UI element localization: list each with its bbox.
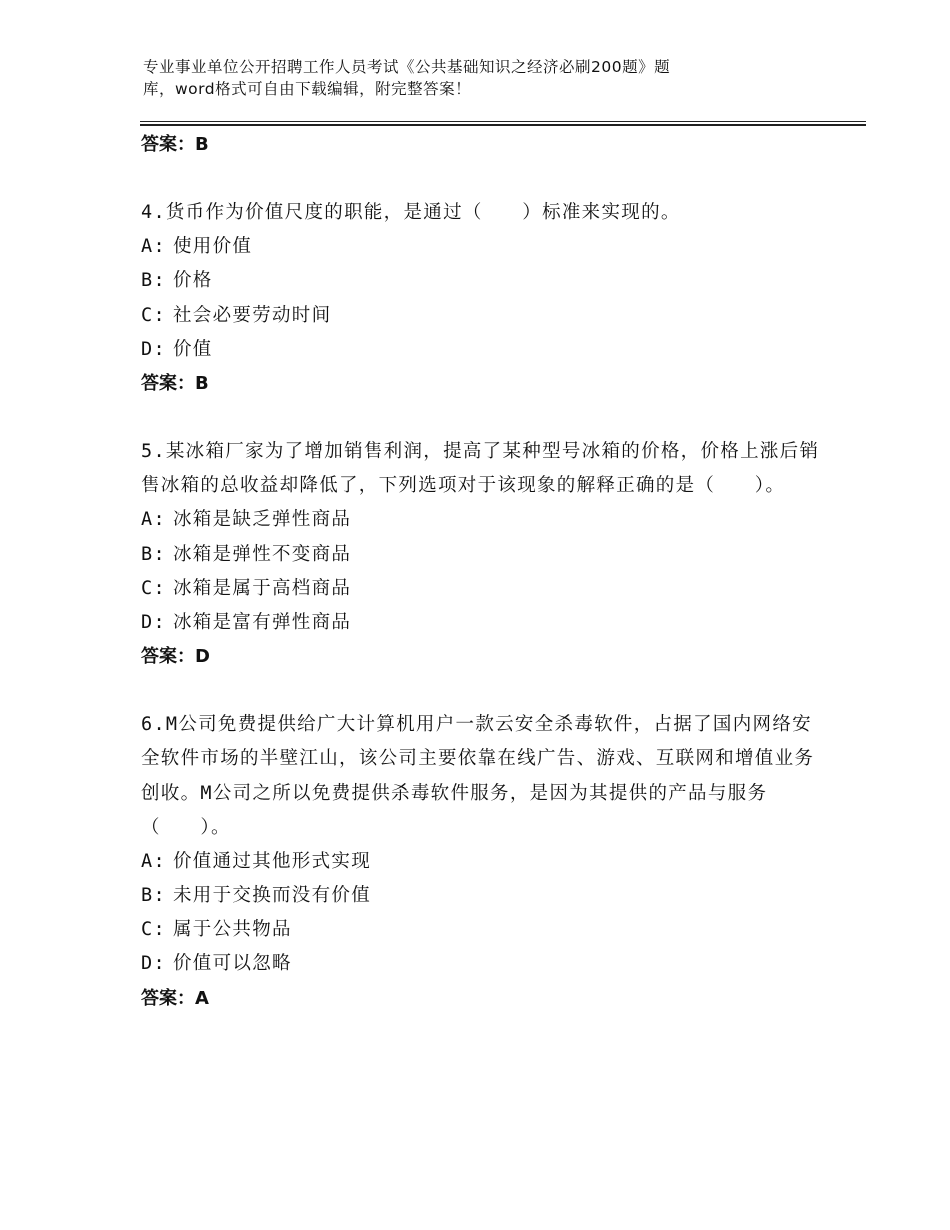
- answer: 答案：A: [141, 987, 209, 1009]
- header-line-1: 专业事业单位公开招聘工作人员考试《公共基础知识之经济必刷200题》题: [143, 58, 671, 76]
- option-b: [141, 264, 821, 298]
- option-text: 价值通过其他形式实现: [173, 850, 372, 872]
- question-stem: 5.某冰箱厂家为了增加销售利润，提高了某种型号冰箱的价格，价格上涨后销售冰箱的总收益却降低了，下列选项对于该现象的解释正确的是（ ）。: [141, 440, 820, 497]
- option-letter: D:: [141, 338, 166, 360]
- option-text: 属于公共物品: [173, 919, 292, 941]
- option-letter: A:: [141, 850, 166, 872]
- option-d: [141, 333, 821, 367]
- question-5: [141, 435, 821, 674]
- option-text: 使用价值: [173, 236, 253, 258]
- option-text: 社会必要劳动时间: [173, 304, 332, 326]
- header-line-2: 库，word格式可自由下载编辑，附完整答案！: [143, 80, 472, 98]
- option-b: [141, 879, 821, 913]
- option-letter: D:: [141, 953, 166, 975]
- option-letter: A:: [141, 236, 166, 258]
- option-letter: C:: [141, 919, 166, 941]
- option-c: [141, 913, 821, 947]
- option-letter: D:: [141, 611, 166, 633]
- option-a: [141, 503, 821, 537]
- option-c: [141, 299, 821, 333]
- header-divider-thick: [140, 124, 866, 126]
- option-a: [141, 230, 821, 264]
- question-6: [141, 708, 821, 1016]
- option-letter: C:: [141, 577, 166, 599]
- option-b: [141, 538, 821, 572]
- option-letter: B:: [141, 270, 166, 292]
- option-text: 冰箱是富有弹性商品: [173, 611, 352, 633]
- option-c: [141, 572, 821, 606]
- option-text: 冰箱是弹性不变商品: [173, 543, 352, 565]
- option-text: 未用于交换而没有价值: [173, 885, 372, 907]
- previous-answer: 答案：B: [141, 134, 209, 155]
- document-body: [141, 128, 821, 1016]
- option-d: [141, 606, 821, 640]
- option-letter: A:: [141, 509, 166, 531]
- header-divider: [140, 121, 866, 122]
- question-4: [141, 196, 821, 401]
- option-text: 价值可以忽略: [173, 953, 292, 975]
- question-stem: 6.M公司免费提供给广大计算机用户一款云安全杀毒软件，占据了国内网络安全软件市场的半壁江山，该公司主要依靠在线广告、游戏、互联网和增值业务创收。M公司之所以免费提供杀毒软件服务，是因为其提供的产品与服务（ ）。: [141, 714, 815, 838]
- option-text: 冰箱是属于高档商品: [173, 577, 352, 599]
- answer: 答案：D: [141, 646, 210, 668]
- option-a: [141, 845, 821, 879]
- option-text: 价值: [173, 338, 213, 360]
- document-header: [143, 56, 783, 100]
- option-text: 冰箱是缺乏弹性商品: [173, 509, 352, 531]
- question-stem: 4.货币作为价值尺度的职能，是通过（ ）标准来实现的。: [141, 202, 681, 223]
- option-d: [141, 947, 821, 981]
- option-text: 价格: [173, 270, 213, 292]
- option-letter: B:: [141, 543, 166, 565]
- answer: 答案：B: [141, 372, 209, 394]
- option-letter: C:: [141, 304, 166, 326]
- option-letter: B:: [141, 885, 166, 907]
